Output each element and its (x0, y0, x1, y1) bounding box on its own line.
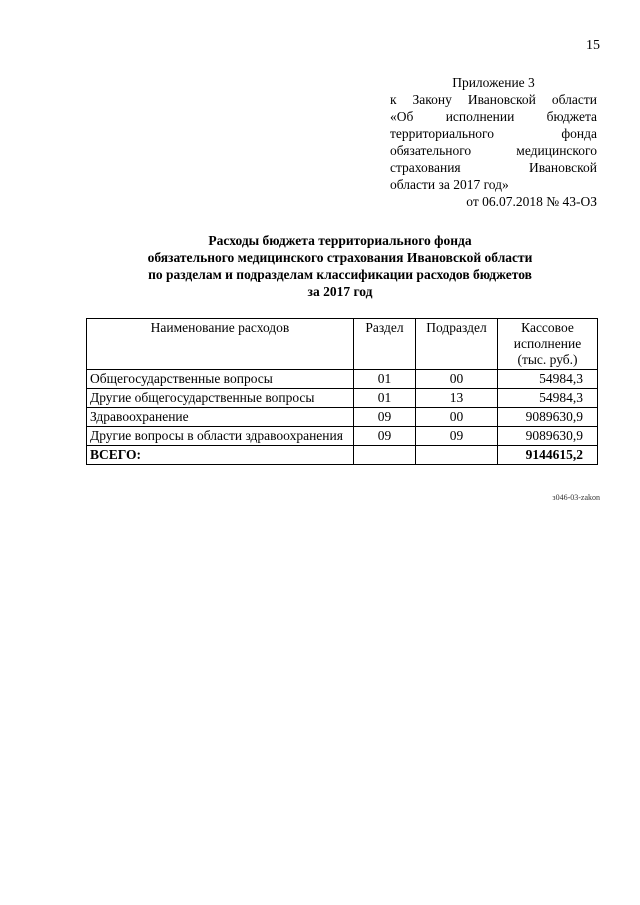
appendix-line: «Об исполнении бюджета (390, 109, 597, 124)
row-section: 01 (354, 370, 416, 389)
header-section: Раздел (354, 319, 416, 370)
table-row (87, 427, 598, 446)
row-name: Другие общегосударственные вопросы (87, 389, 354, 408)
appendix-line: страхования Ивановской (390, 160, 597, 175)
table-total-row (87, 446, 598, 465)
appendix-line: территориального фонда (390, 126, 597, 141)
header-name: Наименование расходов (87, 319, 354, 370)
title-line: за 2017 год (307, 284, 373, 299)
header-amount-line: (тыс. руб.) (517, 352, 578, 367)
title-line: Расходы бюджета территориального фонда (208, 233, 472, 248)
row-amount: 54984,3 (498, 389, 598, 408)
row-subsection: 09 (416, 427, 498, 446)
row-section: 01 (354, 389, 416, 408)
row-name: Другие вопросы в области здравоохранения (87, 427, 354, 446)
row-subsection: 13 (416, 389, 498, 408)
row-section: 09 (354, 408, 416, 427)
header-amount-line: Кассовое (521, 320, 574, 335)
total-subsection (416, 446, 498, 465)
appendix-line: к Закону Ивановской области (390, 92, 597, 107)
title-line: по разделам и подразделам классификации расходов бюджетов (148, 267, 532, 282)
appendix-block (390, 74, 597, 210)
table-row (87, 389, 598, 408)
document-title (80, 232, 600, 300)
row-subsection: 00 (416, 370, 498, 389)
row-amount: 9089630,9 (498, 427, 598, 446)
appendix-line: Приложение 3 (452, 75, 535, 90)
header-subsection: Подраздел (416, 319, 498, 370)
expenses-table (86, 318, 598, 465)
table-header-row (87, 319, 598, 370)
row-amount: 54984,3 (498, 370, 598, 389)
page-number: 15 (586, 38, 600, 53)
row-section: 09 (354, 427, 416, 446)
header-amount (498, 319, 598, 370)
row-name: Здравоохранение (87, 408, 354, 427)
appendix-line: обязательного медицинского (390, 143, 597, 158)
appendix-line: области за 2017 год» (390, 177, 509, 192)
row-amount: 9089630,9 (498, 408, 598, 427)
total-label: ВСЕГО: (87, 446, 354, 465)
row-name: Общегосударственные вопросы (87, 370, 354, 389)
document-code: з046-03-zakon (552, 493, 600, 502)
table-row (87, 408, 598, 427)
total-section (354, 446, 416, 465)
table-row (87, 370, 598, 389)
total-amount: 9144615,2 (498, 446, 598, 465)
header-amount-line: исполнение (513, 336, 582, 351)
title-line: обязательного медицинского страхования Ивановской области (147, 250, 533, 265)
appendix-date-number: от 06.07.2018 № 43-ОЗ (466, 194, 597, 209)
row-subsection: 00 (416, 408, 498, 427)
